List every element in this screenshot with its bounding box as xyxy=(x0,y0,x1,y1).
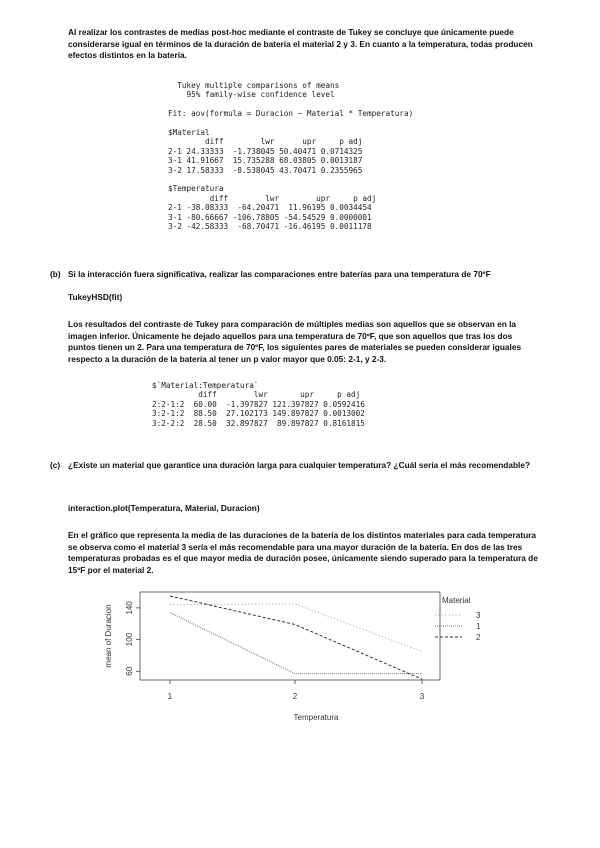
output-line: 3-2 17.58333 -8.538045 43.70471 0.2355965 xyxy=(168,165,363,175)
y-tick-label: 60 xyxy=(125,666,134,676)
output-line: 2:2-1:2 60.00 -1.397827 121.397827 0.0592416 xyxy=(152,399,365,409)
x-tick-label: 1 xyxy=(167,692,173,701)
legend-label-material-2: 2 xyxy=(476,633,481,642)
series-line-material-3 xyxy=(170,604,422,652)
tukey-output-overall xyxy=(168,81,413,232)
section-b-heading xyxy=(50,269,550,281)
series-line-material-1 xyxy=(170,613,422,674)
output-line: 3:2-2:2 28.50 32.897827 89.897827 0.8161815 xyxy=(152,418,365,428)
x-axis-label: Temperatura xyxy=(293,713,339,722)
output-line: diff lwr upr p adj xyxy=(168,193,377,203)
series-line-material-2 xyxy=(170,596,422,679)
section-b-code: TukeyHSD(fit) xyxy=(68,292,123,302)
output-line: 3:2-1:2 88.50 27.102173 149.897827 0.0013002 xyxy=(152,409,365,419)
x-tick-label: 3 xyxy=(419,692,425,701)
output-line: Fit: aov(formula = Duracion ~ Material * Temperatura) xyxy=(168,109,414,119)
section-c-paragraph: En el gráfico que representa la media de las duraciones de la batería de los distintos materiales para cada temperatura se observa como el material 3 sería el más recomendable para una mayor duración de la batería. En dos de las tres temperaturas probadas es el que mayor media de duración posee, únicamente siendo superado para la temperatura de 15ºF por el material 2. xyxy=(68,530,538,575)
section-c-heading xyxy=(50,460,550,472)
legend-label-material-1: 1 xyxy=(476,622,481,631)
output-line: diff lwr upr p adj xyxy=(168,137,363,147)
output-line: 2-1 24.33333 -1.738045 50.40471 0.0714325 xyxy=(168,146,363,156)
intro-paragraph: Al realizar los contrastes de medias post-hoc mediante el contraste de Tukey se concluye que únicamente puede considerarse igual en términos de la duración de batería el material 2 y 3. En cuanto a la temperatura, todas producen efectos distintos en la batería. xyxy=(68,27,533,61)
output-line: 2-1 -38.08333 -64.20471 11.96195 0.0034454 xyxy=(168,203,372,213)
section-b-question: Si la interacción fuera significativa, realizar las comparaciones entre baterías para una temperatura de 70ºF xyxy=(68,269,491,279)
output-line: 3-2 -42.58333 -68.70471 -16.46195 0.0011178 xyxy=(168,222,372,232)
y-tick-label: 140 xyxy=(125,601,134,615)
output-line: $`Material:Temperatura` xyxy=(152,381,259,390)
interaction-plot xyxy=(100,586,500,726)
x-tick-label: 2 xyxy=(292,692,298,701)
output-line: Tukey multiple comparisons of means xyxy=(168,81,340,90)
output-line: 95% family-wise confidence level xyxy=(168,90,335,100)
section-c-code: interaction.plot(Temperatura, Material, Duracion) xyxy=(68,503,260,513)
output-line: $Temperatura xyxy=(168,184,224,194)
section-c-label: (c) xyxy=(50,460,61,470)
plot-frame xyxy=(140,592,440,680)
y-tick-label: 100 xyxy=(125,632,134,647)
y-axis-label: mean of Duracion xyxy=(104,604,113,668)
tukey-output-interaction xyxy=(152,381,365,428)
output-line: diff lwr upr p adj xyxy=(152,390,361,400)
section-b-label: (b) xyxy=(50,269,61,279)
output-line: 3-1 -80.66667 -106.78805 -54.54529 0.0000001 xyxy=(168,212,372,222)
output-line: 3-1 41.91667 15.735288 68.03805 0.0013187 xyxy=(168,156,363,166)
section-b-paragraph: Los resultados del contraste de Tukey para comparación de múltiples medias son aquellos que se observan en la imagen inferior. Únicamente he dejado aquellos para una temperatura de 70ºF, que son aquellos que tras los dos puntos tienen un 2. Para una temperatura de 70ºF, los siguientes pares de materiales se pueden considerar iguales respecto a la duración de la batería al tener un p valor mayor que 0.05: 2-1, y 2-3. xyxy=(68,319,522,364)
output-line: $Material xyxy=(168,128,210,138)
legend-label-material-3: 3 xyxy=(476,611,481,620)
legend-title: Material xyxy=(442,596,471,605)
section-c-question: ¿Existe un material que garantice una duración larga para cualquier temperatura? ¿Cuál sería el más recomendable? xyxy=(68,460,531,470)
